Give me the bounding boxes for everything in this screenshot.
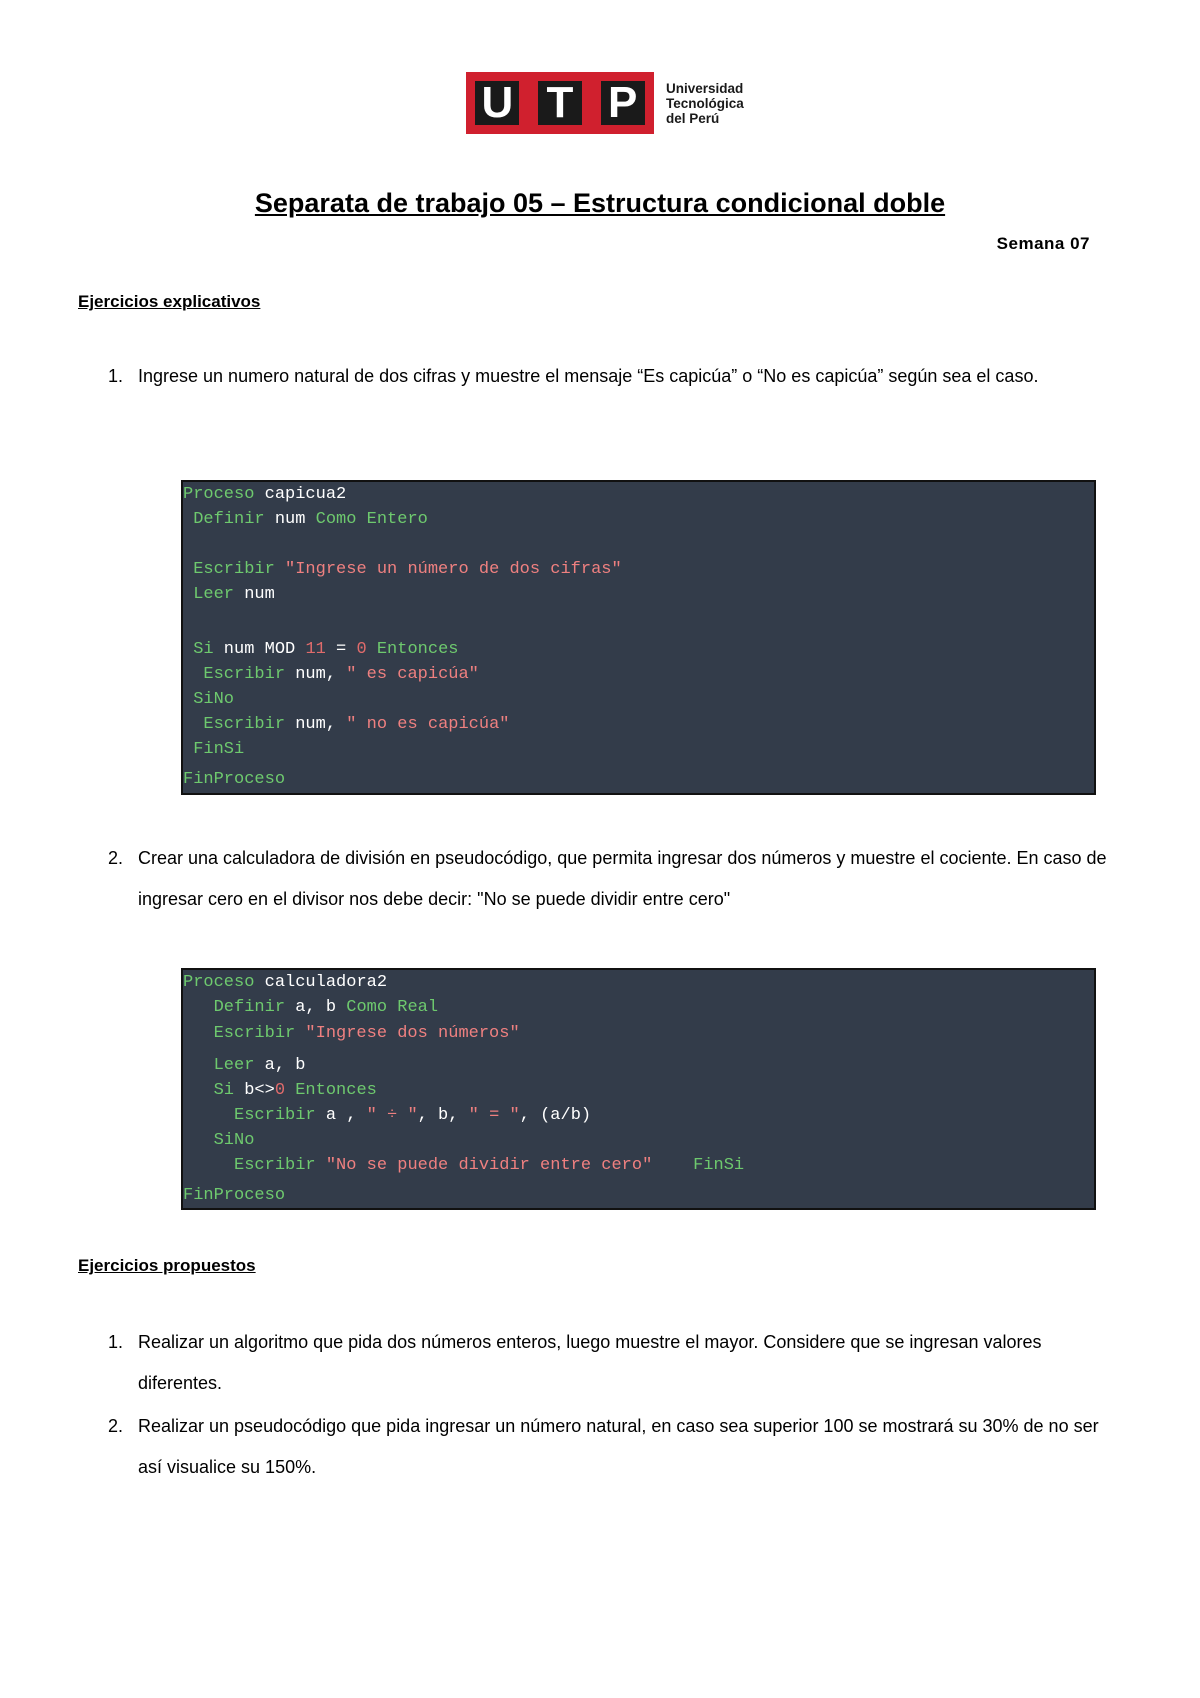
heading-propuestos: Ejercicios propuestos <box>78 1256 256 1275</box>
code-line <box>183 714 509 736</box>
exercise-number: 1. <box>108 1332 124 1352</box>
code-token: num <box>264 510 316 529</box>
code-token: capicua2 <box>254 485 347 504</box>
code-line <box>183 1155 744 1177</box>
code-token: "No se puede dividir entre cero" <box>315 1156 653 1175</box>
code-token: Leer <box>183 585 235 604</box>
code-token: 0 <box>356 640 367 659</box>
code-token <box>652 1156 693 1175</box>
code-line <box>183 689 234 711</box>
exercise-text: Ingrese un numero natural de dos cifras y muestre el mensaje “Es capicúa” o “No es capicúa” según sea el caso. <box>138 366 1039 386</box>
code-line <box>183 769 285 791</box>
code-line <box>183 1023 520 1045</box>
code-token: Escribir <box>183 715 286 734</box>
code-token: SiNo <box>183 1131 255 1150</box>
code-token: a, b <box>285 998 347 1017</box>
logo-line-1: Universidad <box>666 80 744 96</box>
exercise-number: 2. <box>108 848 124 868</box>
code-line <box>183 559 622 581</box>
logo-wordmark <box>666 81 744 126</box>
code-token: Definir <box>183 510 265 529</box>
code-token: Entonces <box>366 640 459 659</box>
heading-explicativos: Ejercicios explicativos <box>78 292 261 311</box>
code-token: = <box>325 640 357 659</box>
exercise-number: 1. <box>108 366 124 386</box>
code-token: a , <box>315 1106 367 1125</box>
code-token: b<> <box>234 1081 275 1100</box>
code-line <box>183 484 346 506</box>
code-token: Escribir <box>183 1156 316 1175</box>
code-line <box>183 1080 377 1102</box>
exercise-text: Crear una calculadora de división en pseudocódigo, que permita ingresar dos números y muestre el cociente. En caso de ingresar cero en el divisor nos debe decir: "No se puede dividir entre cero" <box>138 848 1107 909</box>
code-token: num, <box>285 715 347 734</box>
logo-line-2: Tecnológica <box>666 95 744 111</box>
code-token: " es capicúa" <box>346 665 479 684</box>
code-line <box>183 509 428 531</box>
exercise-text: Realizar un pseudocódigo que pida ingresar un número natural, en caso sea superior 100 se mostrará su 30% de no ser así visualice su 150%. <box>138 1416 1099 1477</box>
code-block-calculadora <box>181 968 1096 1210</box>
code-token: Como Real <box>346 998 439 1017</box>
exercise-propuesto-1 <box>108 1322 1108 1404</box>
code-line <box>183 1055 305 1077</box>
code-token: FinSi <box>183 740 245 759</box>
code-token: Escribir <box>183 1106 316 1125</box>
logo-letter-u: U <box>475 81 519 125</box>
code-line <box>183 1105 591 1127</box>
code-token: Si <box>183 1081 235 1100</box>
code-line <box>183 1185 285 1207</box>
code-token: FinSi <box>693 1156 745 1175</box>
code-line <box>183 1130 254 1152</box>
code-token: , b, <box>417 1106 469 1125</box>
code-token: Leer <box>183 1056 255 1075</box>
code-line <box>183 664 479 686</box>
logo-line-3: del Perú <box>666 110 720 126</box>
code-line <box>183 972 387 994</box>
code-token: SiNo <box>183 690 235 709</box>
code-token: Proceso <box>183 485 255 504</box>
code-token: " = " <box>468 1106 520 1125</box>
code-token: FinProceso <box>183 770 286 789</box>
logo-letter-p: P <box>601 81 645 125</box>
code-block-capicua <box>181 480 1096 795</box>
code-token: Como Entero <box>315 510 428 529</box>
utp-logo <box>466 72 744 134</box>
code-token: num, <box>285 665 347 684</box>
exercise-number: 2. <box>108 1416 124 1436</box>
code-token: Escribir <box>183 560 275 579</box>
exercise-explicativo-1 <box>108 356 1108 397</box>
code-token: , (a/b) <box>519 1106 592 1125</box>
code-token: Escribir <box>183 1024 296 1043</box>
code-token: a, b <box>254 1056 306 1075</box>
code-line <box>183 639 458 661</box>
week-label: Semana 07 <box>996 234 1090 253</box>
code-token: "Ingrese dos números" <box>295 1024 520 1043</box>
code-token: calculadora2 <box>254 973 388 992</box>
code-token: num <box>234 585 275 604</box>
code-token: Proceso <box>183 973 255 992</box>
code-token: FinProceso <box>183 1186 286 1205</box>
code-line <box>183 997 438 1019</box>
code-token: Entonces <box>285 1081 377 1100</box>
exercise-propuesto-2 <box>108 1406 1108 1488</box>
code-token: " no es capicúa" <box>346 715 510 734</box>
code-line <box>183 739 244 761</box>
code-token: "Ingrese un número de dos cifras" <box>274 560 622 579</box>
code-token: Definir <box>183 998 286 1017</box>
code-token: Si <box>183 640 214 659</box>
logo-mark <box>466 72 654 134</box>
code-token: num MOD <box>213 640 306 659</box>
code-token: 0 <box>274 1081 286 1100</box>
code-token: Escribir <box>183 665 286 684</box>
code-line <box>183 584 275 606</box>
exercise-text: Realizar un algoritmo que pida dos números enteros, luego muestre el mayor. Considere que se ingresan valores diferentes. <box>138 1332 1042 1393</box>
code-token: " ÷ " <box>366 1106 418 1125</box>
logo-letter-t: T <box>538 81 582 125</box>
document-title: Separata de trabajo 05 – Estructura condicional doble <box>254 188 946 218</box>
code-token: 11 <box>305 640 326 659</box>
exercise-explicativo-2 <box>108 838 1108 920</box>
